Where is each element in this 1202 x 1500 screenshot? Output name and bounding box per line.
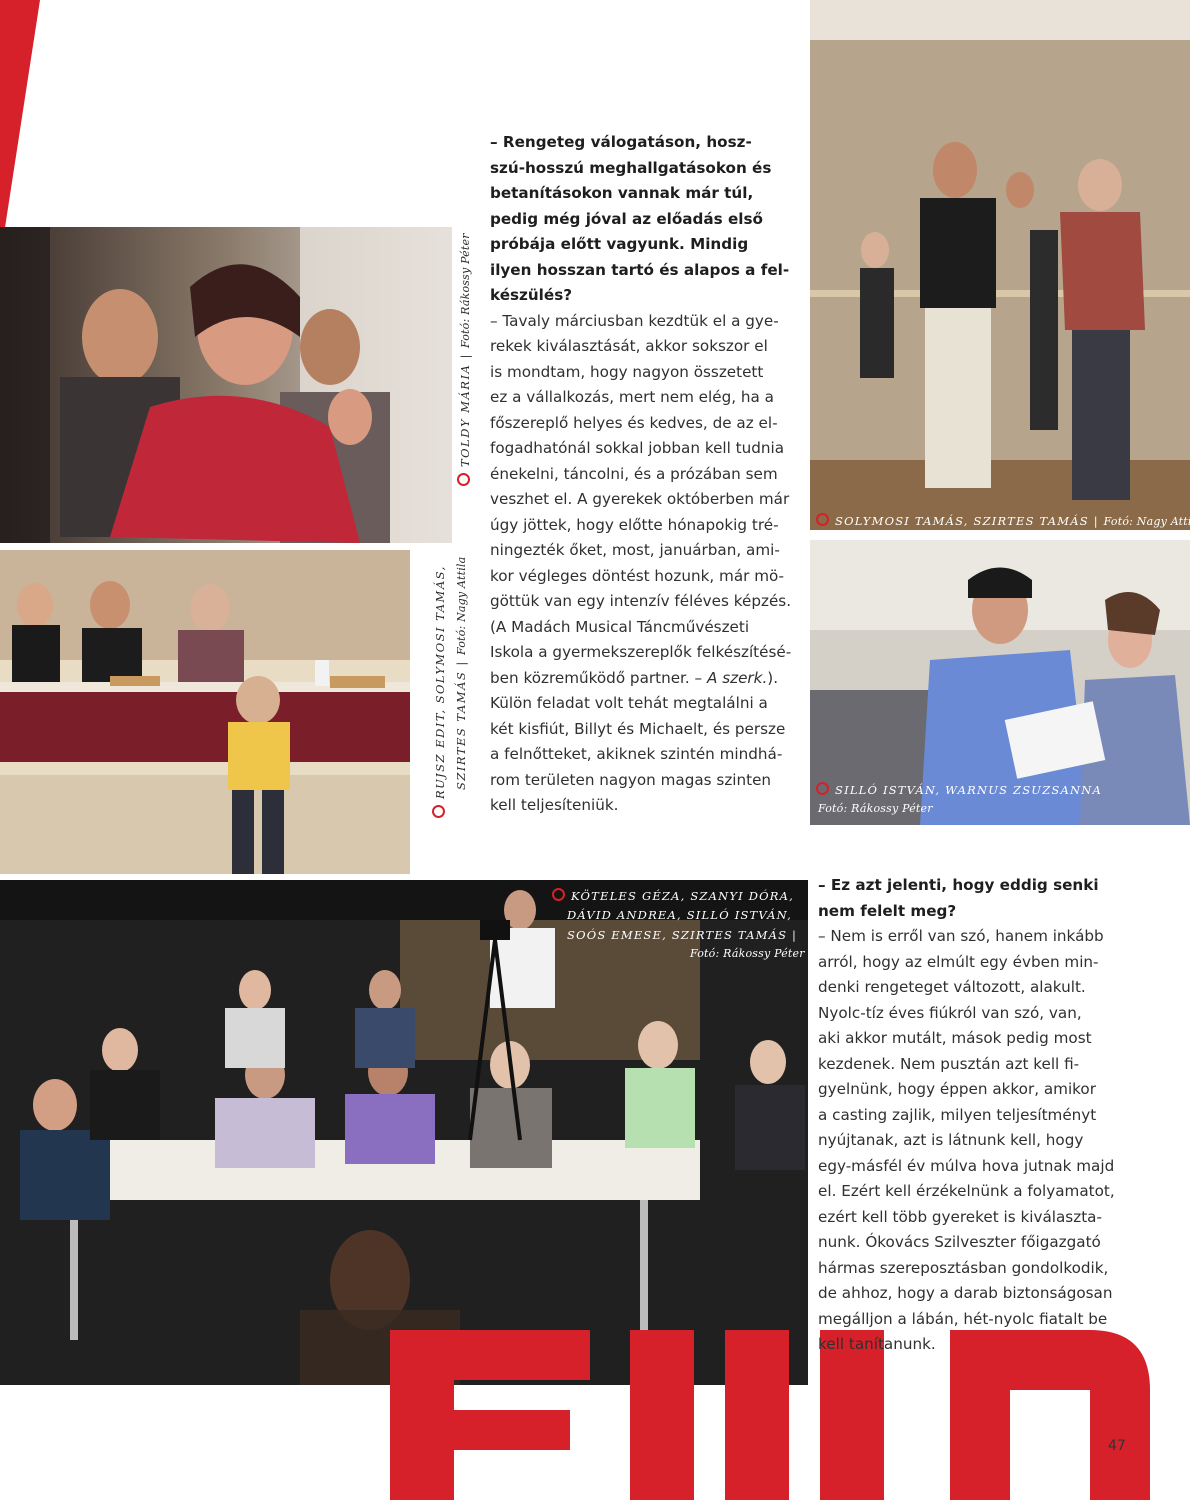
answer-line: kell tanítanunk. <box>818 1335 936 1353</box>
answer-line: veszhet el. A gyerekek októberben már <box>490 490 790 508</box>
answer-line: gyelnünk, hogy éppen akkor, amikor <box>818 1080 1096 1098</box>
answer-line: főszereplő helyes és kedves, de az el- <box>490 413 778 432</box>
answer-line: (A Madách Musical Táncművészeti <box>490 617 750 636</box>
answer-line: nyújtanak, azt is látnunk kell, hogy <box>818 1131 1084 1149</box>
caption-marker-icon <box>432 805 445 818</box>
caption-marker-icon <box>816 513 829 526</box>
answer-line: Nyolc-tíz éves fiúkról van szó, van, <box>818 1003 1082 1022</box>
answer-line: hármas szereposztásban gondolkodik, <box>818 1258 1109 1277</box>
article-column-2 <box>818 873 1148 1358</box>
answer-line: énekelni, táncolni, és a prózában sem <box>490 464 778 483</box>
answer-line: nunk. Ókovács Szilveszter főigazgató <box>818 1233 1101 1251</box>
question-line: betanításokon vannak már túl, <box>490 184 754 202</box>
question-line: nem felelt meg? <box>818 901 957 920</box>
answer-line-with-note: ben közreműködő partner. – A szerk.). <box>490 668 779 687</box>
page-number: 47 <box>1108 1438 1126 1454</box>
answer-line: el. Ezért kell érzékelnünk a folyamatot, <box>818 1182 1115 1200</box>
question-line: ilyen hosszan tartó és alapos a fel- <box>490 260 790 279</box>
answer-line: is mondtam, hogy nagyon összetett <box>490 362 764 381</box>
caption-rujsz-solymosi-szirtes: RUJSZ EDIT, SOLYMOSI TAMÁS, <box>432 565 447 818</box>
answer-line: ningezték őket, most, januárban, ami- <box>490 541 780 559</box>
answer-line: két kisfiút, Billyt és Michaelt, és persze <box>490 719 786 738</box>
answer-line: de ahhoz, hogy a darab biztonságosan <box>818 1284 1113 1302</box>
question-line: próbája előtt vagyunk. Mindig <box>490 235 749 253</box>
answer-line: – Tavaly márciusban kezdtük el a gye- <box>490 311 779 330</box>
answer-line: rekek kiválasztását, akkor sokszor el <box>490 337 768 355</box>
answer-line: fogadhatónál sokkal jobban kell tudnia <box>490 439 785 457</box>
question-line: – Ez azt jelenti, hogy eddig senki <box>818 876 1099 894</box>
question-line: szú-hosszú meghallgatásokon és <box>490 158 772 177</box>
answer-line: a felnőtteket, akiknek szintén mindhá- <box>490 745 783 763</box>
caption-rujsz-solymosi-szirtes-line2: SZIRTES TAMÁS | Fotó: Nagy Attila <box>454 556 468 790</box>
question-line: pedig még jóval az előadás első <box>490 209 763 228</box>
caption-group-rehearsal-line3: SOÓS EMESE, SZIRTES TAMÁS | <box>567 928 798 942</box>
answer-line: Iskola a gyermekszereplők felkészítésé- <box>490 643 792 661</box>
caption-marker-icon <box>457 473 470 486</box>
answer-line: denki rengeteget változott, alakult. <box>818 978 1086 996</box>
answer-line: aki akkor mutált, mások pedig most <box>818 1029 1092 1047</box>
answer-line: egy-másfél év múlva hova jutnak majd <box>818 1156 1115 1175</box>
answer-line: kell teljesíteniük. <box>490 796 619 814</box>
answer-line: Külön feladat volt tehát megtalálni a <box>490 694 768 712</box>
caption-marker-icon <box>552 888 565 901</box>
editor-note: A szerk. <box>706 668 768 687</box>
answer-line: kezdenek. Nem pusztán azt kell fi- <box>818 1054 1080 1073</box>
answer-line: megálljon a lábán, hét-nyolc fiatalt be <box>818 1309 1108 1328</box>
answer-line: a casting zajlik, milyen teljesítményt <box>818 1105 1097 1124</box>
answer-line: – Nem is erről van szó, hanem inkább <box>818 927 1104 945</box>
caption-sillo-warnus: SILLÓ ISTVÁN, WARNUS ZSUZSANNA <box>816 782 1102 797</box>
photo-solymosi-szirtes-studio <box>810 0 1190 530</box>
answer-line: arról, hogy az elmúlt egy évben min- <box>818 952 1099 971</box>
red-corner-stripe <box>0 0 40 260</box>
article-column-1 <box>490 130 800 819</box>
caption-group-rehearsal-line1: KÖTELES GÉZA, SZANYI DÓRA, <box>552 888 794 903</box>
answer-line: rom területen nagyon magas szinten <box>490 770 772 789</box>
caption-sillo-warnus-credit: Fotó: Rákossy Péter <box>818 802 933 815</box>
question-line: – Rengeteg válogatáson, hosz- <box>490 133 752 151</box>
answer-line: göttük van egy intenzív féléves képzés. <box>490 592 792 610</box>
answer-line: úgy jöttek, hogy előtte hónapokig tré- <box>490 515 779 534</box>
photo-toldy-maria <box>0 227 452 543</box>
caption-toldy-maria: TOLDY MÁRIA | Fotó: Rákossy Péter <box>457 233 472 486</box>
caption-solymosi-szirtes: SOLYMOSI TAMÁS, SZIRTES TAMÁS | Fotó: Nagy Attila <box>816 513 1202 528</box>
caption-group-rehearsal-line2: DÁVID ANDREA, SILLÓ ISTVÁN, <box>567 908 793 922</box>
caption-group-rehearsal-credit: Fotó: Rákossy Péter <box>690 947 805 960</box>
answer-line: kor végleges döntést hozunk, már mö- <box>490 566 785 585</box>
caption-marker-icon <box>816 782 829 795</box>
answer-line: ezért kell több gyereket is kiválaszta- <box>818 1207 1102 1226</box>
question-line: készülés? <box>490 286 573 304</box>
answer-line: ez a vállalkozás, mert nem elég, ha a <box>490 388 774 406</box>
photo-rujsz-solymosi-szirtes <box>0 550 410 874</box>
